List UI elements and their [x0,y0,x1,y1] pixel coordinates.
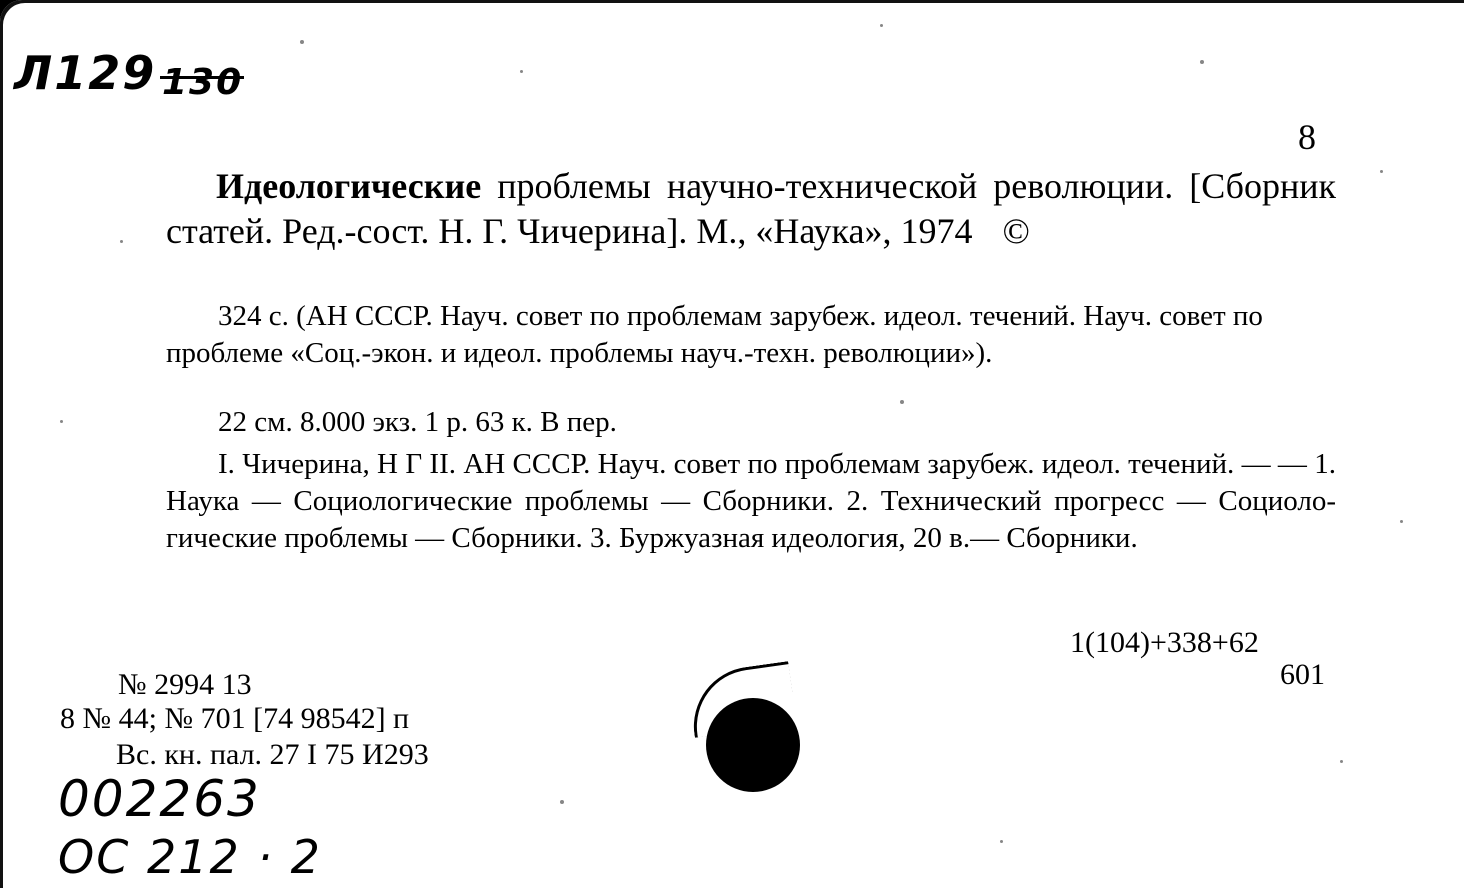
subject-headings [166,446,1336,557]
classification-index: 1(104)+338+62 [1070,626,1259,659]
title-text: проблемы научно-технической революции. [Сборник статей. Ред.-сост. Н. Г. Чичерина]. М., «Наука», 1974 [166,166,1336,251]
handwritten-code: ОС 212 · 2 [58,830,322,884]
physical-details: 22 см. 8.000 экз. 1 р. 63 к. В пер. [218,406,617,438]
handwritten-inventory-number: 002263 [58,770,261,828]
subject-headings-text: I. Чичерина, Н Г II. АН СССР. Науч. совет по проблемам зарубеж. идеол. течений. — — 1. Наука — Социологические проблемы — Сборники. 2. Технический прогресс — Социологические проблемы — Сборники. 3. Буржуазная идеология, 20 в.— Сборники. [166,448,1336,554]
punch-hole [706,698,800,792]
copyright-mark: © [1002,211,1030,251]
title-entry [166,164,1336,254]
accession-line-3: Вс. кн. пал. 27 I 75 И293 [116,738,429,771]
classification-author-mark: 601 [1280,658,1325,691]
page-number: 8 [1298,117,1316,157]
accession-line-2: 8 № 44; № 701 [74 98542] п [60,702,410,735]
description [166,298,1336,372]
call-number-sub: 130 [162,62,244,103]
call-number: Л129 [14,46,157,100]
description-text: 324 с. (АН СССР. Науч. совет по проблемам зарубеж. идеол. течений. Науч. совет по проблеме «Соц.-экон. и идеол. проблемы науч.-техн. революции»). [166,300,1263,369]
title-heading-word: Идеологические [216,166,482,206]
accession-line-1: № 2994 13 [118,668,252,701]
